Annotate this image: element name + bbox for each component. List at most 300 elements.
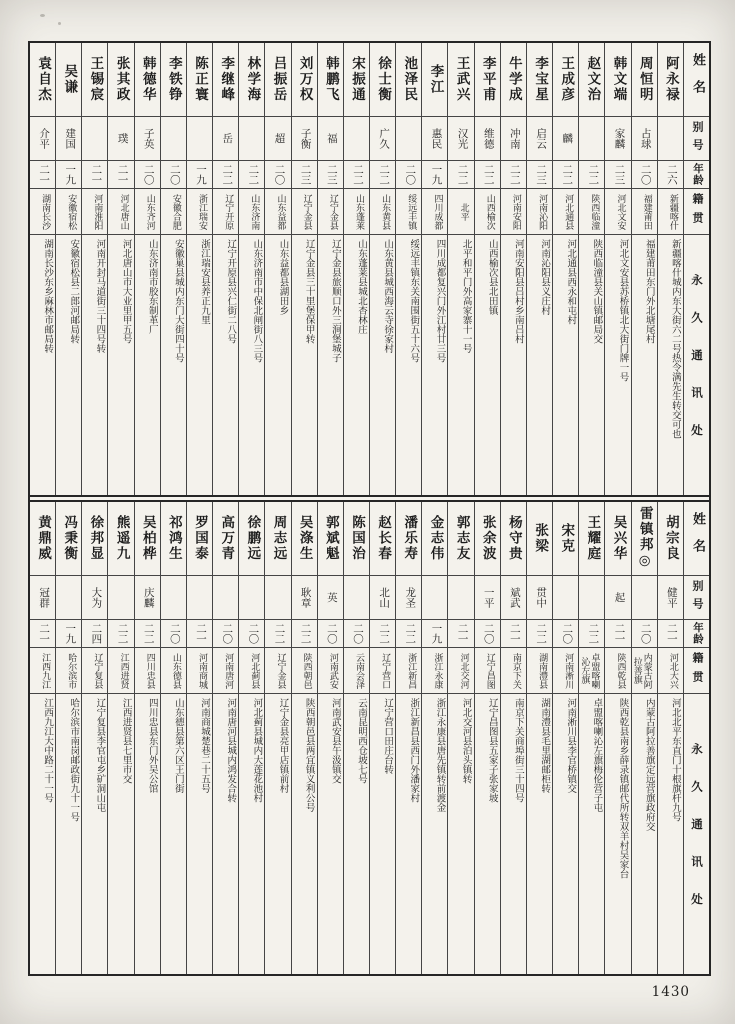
header-native-label: 籍贯 <box>684 189 709 235</box>
directory-entry <box>657 43 683 495</box>
entry-native-place: 陕西乾县 <box>605 648 630 694</box>
entry-address: 陕西乾县南乡薛录镇邮代所转双羊村吴家台 <box>617 698 629 879</box>
entry-alias: 岳 <box>213 117 238 161</box>
entry-age: 二二 <box>448 161 473 189</box>
entry-alias: 璞 <box>108 117 133 161</box>
entry-address: 河南淅川县李官桥镇交 <box>565 698 577 793</box>
entry-age: 二〇 <box>553 620 578 648</box>
entry-alias: 家麟 <box>605 117 630 161</box>
entry-alias: 建国 <box>56 117 81 161</box>
directory-entry <box>107 502 133 974</box>
entry-native-place: 湖南澧县 <box>527 648 552 694</box>
directory-entry <box>421 502 447 974</box>
entry-native-place: 新疆喀什 <box>658 189 683 235</box>
entry-name: 周恒明 <box>632 43 657 117</box>
entry-age: 二〇 <box>396 161 421 189</box>
entry-age: 二〇 <box>318 620 343 648</box>
entry-address: 四川忠县东门外吴公馆 <box>146 698 158 793</box>
directory-entry <box>447 502 473 974</box>
entry-address: 辽宁金县旅顺口外三涧堡城子 <box>329 239 341 363</box>
entry-alias: 占球 <box>632 117 657 161</box>
entry-native-place: 湖南长沙 <box>30 189 55 235</box>
entry-address: 安徽巢县城内东门大街四十号 <box>172 239 184 363</box>
header-alias-label: 别号 <box>684 576 709 620</box>
entry-alias <box>239 576 264 620</box>
entry-address: 河南沁阳县义庄村 <box>539 239 551 315</box>
entry-alias: 福 <box>318 117 343 161</box>
directory-entry <box>474 502 500 974</box>
entry-native-place: 山东齐河 <box>135 189 160 235</box>
entry-native-place: 内蒙古阿拉善旗 <box>632 648 657 694</box>
entry-age: 二〇 <box>161 161 186 189</box>
directory-entry <box>212 43 238 495</box>
entry-native-place: 南京下关 <box>501 648 526 694</box>
entry-address: 山西榆次县北田镇 <box>486 239 498 315</box>
entry-address: 陕西临潼县关山镇邮局交 <box>591 239 603 344</box>
entry-alias: 斌武 <box>501 576 526 620</box>
header-age-label: 年龄 <box>684 620 709 648</box>
entry-name: 赵文治 <box>579 43 604 117</box>
entry-age: 二〇 <box>632 620 657 648</box>
entry-name: 冯秉衡 <box>56 502 81 576</box>
entry-alias <box>187 576 212 620</box>
entry-age: 二〇 <box>161 620 186 648</box>
directory-entry <box>107 43 133 495</box>
entry-alias <box>161 576 186 620</box>
directory-entry <box>474 43 500 495</box>
entry-address: 辽宁昌图县五家子张家坡 <box>486 698 498 803</box>
entry-address: 河南开封马道街三十四号转 <box>94 239 106 353</box>
directory-entry <box>578 43 604 495</box>
directory-entry <box>212 502 238 974</box>
entry-name: 熊遥九 <box>108 502 133 576</box>
entry-name: 吴谦 <box>56 43 81 117</box>
entry-alias: 龙圣 <box>396 576 421 620</box>
directory-entry <box>526 502 552 974</box>
entry-address: 辽宁金县三十里堡保甲转 <box>303 239 315 344</box>
directory-entry <box>552 502 578 974</box>
entry-address: 辽宁开原县兴仁街二八号 <box>225 239 237 344</box>
entry-native-place: 山东济南 <box>239 189 264 235</box>
entry-native-place: 浙江新昌 <box>396 648 421 694</box>
entry-name: 罗国泰 <box>187 502 212 576</box>
field-headers-column <box>683 43 709 495</box>
entry-native-place: 卓盟喀喇沁左旗 <box>579 648 604 694</box>
entry-age: 二二 <box>135 620 160 648</box>
entry-age: 二三 <box>527 161 552 189</box>
entry-native-place: 辽宁金县 <box>318 189 343 235</box>
entry-age: 二二 <box>579 620 604 648</box>
entry-alias: 维德 <box>475 117 500 161</box>
entry-address: 河北通县西永和屯村 <box>565 239 577 325</box>
directory-entry <box>395 502 421 974</box>
entry-name: 林学海 <box>239 43 264 117</box>
entry-name: 韩鹏飞 <box>318 43 343 117</box>
directory-entry <box>30 502 55 974</box>
entry-address: 新疆喀什城内东大街六二号热令满先生转交可也 <box>669 239 681 439</box>
entry-native-place: 北平 <box>448 189 473 235</box>
entry-address: 绥远丰镇东关南围街五十六号 <box>408 239 420 363</box>
entry-address: 山东济南市中保北闸街八三号 <box>251 239 263 363</box>
entry-name: 袁自杰 <box>30 43 55 117</box>
entry-name: 李平甫 <box>475 43 500 117</box>
directory-entry <box>526 43 552 495</box>
entry-native-place: 辽宁营口 <box>370 648 395 694</box>
entry-alias <box>422 576 447 620</box>
entry-alias <box>553 576 578 620</box>
entry-age: 二二 <box>239 161 264 189</box>
directory-entry <box>395 43 421 495</box>
directory-entry <box>500 502 526 974</box>
entry-address: 浙江新昌县西门外潘家村 <box>408 698 420 803</box>
entry-age: 二二 <box>370 161 395 189</box>
entry-name: 陈国治 <box>344 502 369 576</box>
directory-entry <box>160 43 186 495</box>
directory-table-frame <box>28 41 711 976</box>
directory-entry <box>55 502 81 974</box>
entry-address: 河南唐河县城内鸿发合转 <box>225 698 237 803</box>
entry-alias <box>161 117 186 161</box>
directory-entry <box>552 43 578 495</box>
entry-age: 二二 <box>501 161 526 189</box>
entry-native-place: 辽宁金县 <box>292 189 317 235</box>
directory-section-top <box>30 43 709 497</box>
entry-alias <box>344 576 369 620</box>
entry-native-place: 辽宁复县 <box>82 648 107 694</box>
entry-age: 二二 <box>265 620 290 648</box>
entry-name: 池泽民 <box>396 43 421 117</box>
entry-alias: 惠民 <box>422 117 447 161</box>
header-address-label: 永久通讯处 <box>690 274 704 462</box>
entry-name: 高万青 <box>213 502 238 576</box>
entry-alias: 启云 <box>527 117 552 161</box>
entry-age: 二〇 <box>344 620 369 648</box>
entry-alias: 健平 <box>658 576 683 620</box>
entry-name: 张其政 <box>108 43 133 117</box>
page-number: 1430 <box>651 984 690 1000</box>
entry-name: 郭斌魁 <box>318 502 343 576</box>
entry-address: 安徽宿松县二郎河邮局转 <box>68 239 80 344</box>
entry-alias: 庆麟 <box>135 576 160 620</box>
directory-entry <box>447 43 473 495</box>
entry-alias <box>579 117 604 161</box>
entry-native-place: 河北文安 <box>605 189 630 235</box>
header-age-label: 年龄 <box>684 161 709 189</box>
entry-name: 张余波 <box>475 502 500 576</box>
entry-alias: 贯中 <box>527 576 552 620</box>
entry-address: 云南昆明西仓坡七号 <box>355 698 367 784</box>
entry-age: 二二 <box>108 620 133 648</box>
scan-speck <box>40 14 45 17</box>
header-alias-label: 别号 <box>684 117 709 161</box>
directory-entry <box>238 43 264 495</box>
entry-name: 刘万权 <box>292 43 317 117</box>
entry-address: 山东黄县城西海云寺徐家村 <box>382 239 394 353</box>
entry-name: 李宝星 <box>527 43 552 117</box>
entry-age: 二四 <box>82 620 107 648</box>
entry-address: 山东德县第六区王门街 <box>172 698 184 793</box>
entry-alias <box>632 576 657 620</box>
entry-age: 一九 <box>422 161 447 189</box>
entry-name: 李铁铮 <box>161 43 186 117</box>
entry-native-place: 河北蓟县 <box>239 648 264 694</box>
entry-name: 徐鹏远 <box>239 502 264 576</box>
directory-entry <box>631 502 657 974</box>
entry-name: 李江 <box>422 43 447 117</box>
entry-name: 王锡宸 <box>82 43 107 117</box>
entry-native-place: 河南淅川 <box>553 648 578 694</box>
entry-address: 山东蓬莱县城北杏林庄 <box>355 239 367 334</box>
entry-age: 二一 <box>30 161 55 189</box>
entry-name: 黄鼎威 <box>30 502 55 576</box>
directory-entry <box>160 502 186 974</box>
field-headers-column <box>683 502 709 974</box>
entry-address: 河北唐山市大业里甲五号 <box>120 239 132 344</box>
directory-entry <box>186 43 212 495</box>
entry-alias: 麟 <box>553 117 578 161</box>
directory-entry <box>631 43 657 495</box>
entry-native-place: 河南武安 <box>318 648 343 694</box>
entry-age: 二二 <box>344 161 369 189</box>
entry-name: 陈正寰 <box>187 43 212 117</box>
entry-age: 二二 <box>213 161 238 189</box>
directory-entry <box>264 43 290 495</box>
entry-native-place: 河北通县 <box>553 189 578 235</box>
directory-entry <box>238 502 264 974</box>
entry-alias <box>579 576 604 620</box>
entry-age: 二三 <box>318 161 343 189</box>
header-native-label: 籍贯 <box>684 648 709 694</box>
entry-name: 徐士衡 <box>370 43 395 117</box>
entry-age: 二三 <box>292 161 317 189</box>
entry-address: 河北北平东直门十根旗杆九号 <box>669 698 681 822</box>
entry-alias <box>239 117 264 161</box>
entry-address: 河北文安县苏桥镇北大街门牌一号 <box>617 239 629 382</box>
entry-address: 河北蓟县城内大莲花池村 <box>251 698 263 803</box>
entry-alias: 子英 <box>135 117 160 161</box>
entry-address: 湖南长沙东乡麻林市邮局转 <box>42 239 54 353</box>
entry-native-place: 四川忠县 <box>135 648 160 694</box>
entry-native-place: 辽宁开原 <box>213 189 238 235</box>
entry-native-place: 四川成都 <box>422 189 447 235</box>
entry-alias: 北山 <box>370 576 395 620</box>
directory-entry <box>369 502 395 974</box>
entry-name: 阿永禄 <box>658 43 683 117</box>
entry-age: 二三 <box>605 161 630 189</box>
entry-name: 潘乐寿 <box>396 502 421 576</box>
entry-native-place: 山东德县 <box>161 648 186 694</box>
entry-native-place: 陕西朝邑 <box>292 648 317 694</box>
entry-alias: 汉光 <box>448 117 473 161</box>
entry-alias <box>213 576 238 620</box>
entry-age: 二二 <box>475 161 500 189</box>
entry-native-place: 哈尔滨市 <box>56 648 81 694</box>
entry-address: 河南安阳县吕村乡南吕村 <box>512 239 524 344</box>
entry-alias: 冠群 <box>30 576 55 620</box>
header-name-label: 姓名 <box>684 502 709 576</box>
directory-section-bottom <box>30 500 709 974</box>
entry-name: 徐邦显 <box>82 502 107 576</box>
entry-name: 胡宗良 <box>658 502 683 576</box>
entry-native-place: 河南淮阳 <box>82 189 107 235</box>
entry-address: 江西九江大中路二十一号 <box>42 698 54 803</box>
entry-name: 周志远 <box>265 502 290 576</box>
entry-name: 金志伟 <box>422 502 447 576</box>
entry-age: 二〇 <box>475 620 500 648</box>
entry-name: 王武兴 <box>448 43 473 117</box>
directory-entry <box>317 43 343 495</box>
directory-entry <box>343 502 369 974</box>
entry-alias <box>187 117 212 161</box>
entry-name: 宋振通 <box>344 43 369 117</box>
entry-address: 山东济南市胶东制革厂 <box>146 239 158 334</box>
entry-name: 王成彦 <box>553 43 578 117</box>
directory-entry <box>264 502 290 974</box>
entry-age: 二二 <box>396 620 421 648</box>
entry-age: 二〇 <box>135 161 160 189</box>
directory-entry <box>81 43 107 495</box>
directory-entry <box>317 502 343 974</box>
entry-age: 二〇 <box>239 620 264 648</box>
entry-name: 吴兴华 <box>605 502 630 576</box>
entry-native-place: 浙江瑞安 <box>187 189 212 235</box>
directory-entry <box>134 43 160 495</box>
entry-age: 二一 <box>501 620 526 648</box>
entry-alias <box>108 576 133 620</box>
entry-age: 一九 <box>422 620 447 648</box>
entry-alias <box>265 576 290 620</box>
entry-name: 张梁 <box>527 502 552 576</box>
entry-age: 一九 <box>56 161 81 189</box>
entry-native-place: 山东蓬莱 <box>344 189 369 235</box>
directory-entry <box>134 502 160 974</box>
directory-entry <box>30 43 55 495</box>
entry-native-place: 浙江永康 <box>422 648 447 694</box>
directory-entry <box>604 502 630 974</box>
entry-name: 吴涤生 <box>292 502 317 576</box>
directory-entry <box>81 502 107 974</box>
entry-native-place: 安徽合肥 <box>161 189 186 235</box>
entry-name: 吴柏桦 <box>135 502 160 576</box>
entry-alias: 一平 <box>475 576 500 620</box>
entry-address: 辽宁营口田庄台转 <box>382 698 394 774</box>
entry-age: 二一 <box>605 620 630 648</box>
entry-alias: 耿章 <box>292 576 317 620</box>
entry-address: 湖南澧县毛里湖邮柜转 <box>539 698 551 793</box>
entry-native-place: 河北大兴 <box>658 648 683 694</box>
entry-address: 南京下关商埠街三十四号 <box>512 698 524 803</box>
entry-age: 二一 <box>658 620 683 648</box>
entry-name: 宋克 <box>553 502 578 576</box>
entry-address: 江西进贤县七里市交 <box>120 698 132 784</box>
entry-name: 牛学成 <box>501 43 526 117</box>
entry-age: 二一 <box>108 161 133 189</box>
scan-speck <box>58 22 61 25</box>
entry-address: 卓盟喀喇沁左旗梅伦营子屯 <box>591 698 603 812</box>
entry-alias: 超 <box>265 117 290 161</box>
entry-native-place: 云南会泽 <box>344 648 369 694</box>
entry-age: 二二 <box>527 620 552 648</box>
directory-entry <box>343 43 369 495</box>
entry-address: 陕西朝邑县两宜镇义利公号 <box>303 698 315 812</box>
entry-native-place: 河南安阳 <box>501 189 526 235</box>
entry-age: 二一 <box>448 620 473 648</box>
entry-name: 郭志友 <box>448 502 473 576</box>
entry-address: 哈尔滨市南岗邮政街九十一号 <box>68 698 80 822</box>
directory-entry <box>369 43 395 495</box>
directory-entry <box>55 43 81 495</box>
entry-address: 内蒙古阿拉善旗定远营旗政府交 <box>643 698 655 831</box>
header-name-label: 姓名 <box>684 43 709 117</box>
header-address-label: 永久通讯处 <box>690 743 704 931</box>
entry-age: 二二 <box>579 161 604 189</box>
entry-native-place: 绥远丰镇 <box>396 189 421 235</box>
directory-entry <box>291 43 317 495</box>
entry-native-place: 江西进贤 <box>108 648 133 694</box>
entry-alias <box>448 576 473 620</box>
entry-native-place: 河南唐河 <box>213 648 238 694</box>
entry-age: 一九 <box>187 161 212 189</box>
entry-age: 二二 <box>553 161 578 189</box>
entry-name: 雷镇邦◎ <box>632 502 657 576</box>
entry-name: 赵长春 <box>370 502 395 576</box>
entry-address: 山东益都县湖田乡 <box>277 239 289 315</box>
entry-alias <box>82 117 107 161</box>
entry-name: 王耀庭 <box>579 502 604 576</box>
entry-age: 一九 <box>56 620 81 648</box>
directory-entry <box>291 502 317 974</box>
directory-entry <box>500 43 526 495</box>
entry-alias: 英 <box>318 576 343 620</box>
entry-name: 杨守贵 <box>501 502 526 576</box>
entry-address: 辽宁复县李官屯乡矿洞山屯 <box>94 698 106 812</box>
entry-age: 二〇 <box>265 161 290 189</box>
entry-address: 河北交河县泊头镇转 <box>460 698 472 784</box>
entry-native-place: 福建莆田 <box>632 189 657 235</box>
entry-alias: 广久 <box>370 117 395 161</box>
entry-alias: 大为 <box>82 576 107 620</box>
entry-address: 河南武安县午汲镇交 <box>329 698 341 784</box>
entry-age: 二〇 <box>213 620 238 648</box>
entry-age: 二二 <box>370 620 395 648</box>
entry-native-place: 辽宁昌图 <box>475 648 500 694</box>
entry-address: 浙江瑞安县养正九里 <box>199 239 211 325</box>
entry-alias: 子衡 <box>292 117 317 161</box>
entry-native-place: 山东黄县 <box>370 189 395 235</box>
entry-name: 吕振岳 <box>265 43 290 117</box>
entry-native-place: 辽宁金县 <box>265 648 290 694</box>
entry-name: 韩文端 <box>605 43 630 117</box>
entry-alias <box>658 117 683 161</box>
entry-address: 河南商城楚巷二十五号 <box>199 698 211 793</box>
entry-native-place: 山东益都 <box>265 189 290 235</box>
entry-age: 二一 <box>82 161 107 189</box>
entry-age: 二一 <box>187 620 212 648</box>
entry-native-place: 河北唐山 <box>108 189 133 235</box>
entry-alias <box>396 117 421 161</box>
entry-age: 二六 <box>658 161 683 189</box>
entry-age: 二〇 <box>632 161 657 189</box>
entry-address: 福建莆田东门外北塘尾村 <box>643 239 655 344</box>
entry-alias: 起 <box>605 576 630 620</box>
entry-alias <box>344 117 369 161</box>
entry-alias: 介平 <box>30 117 55 161</box>
entry-native-place: 河北交河 <box>448 648 473 694</box>
directory-entry <box>186 502 212 974</box>
directory-entry <box>421 43 447 495</box>
entry-name: 韩德华 <box>135 43 160 117</box>
entry-name: 李继峰 <box>213 43 238 117</box>
